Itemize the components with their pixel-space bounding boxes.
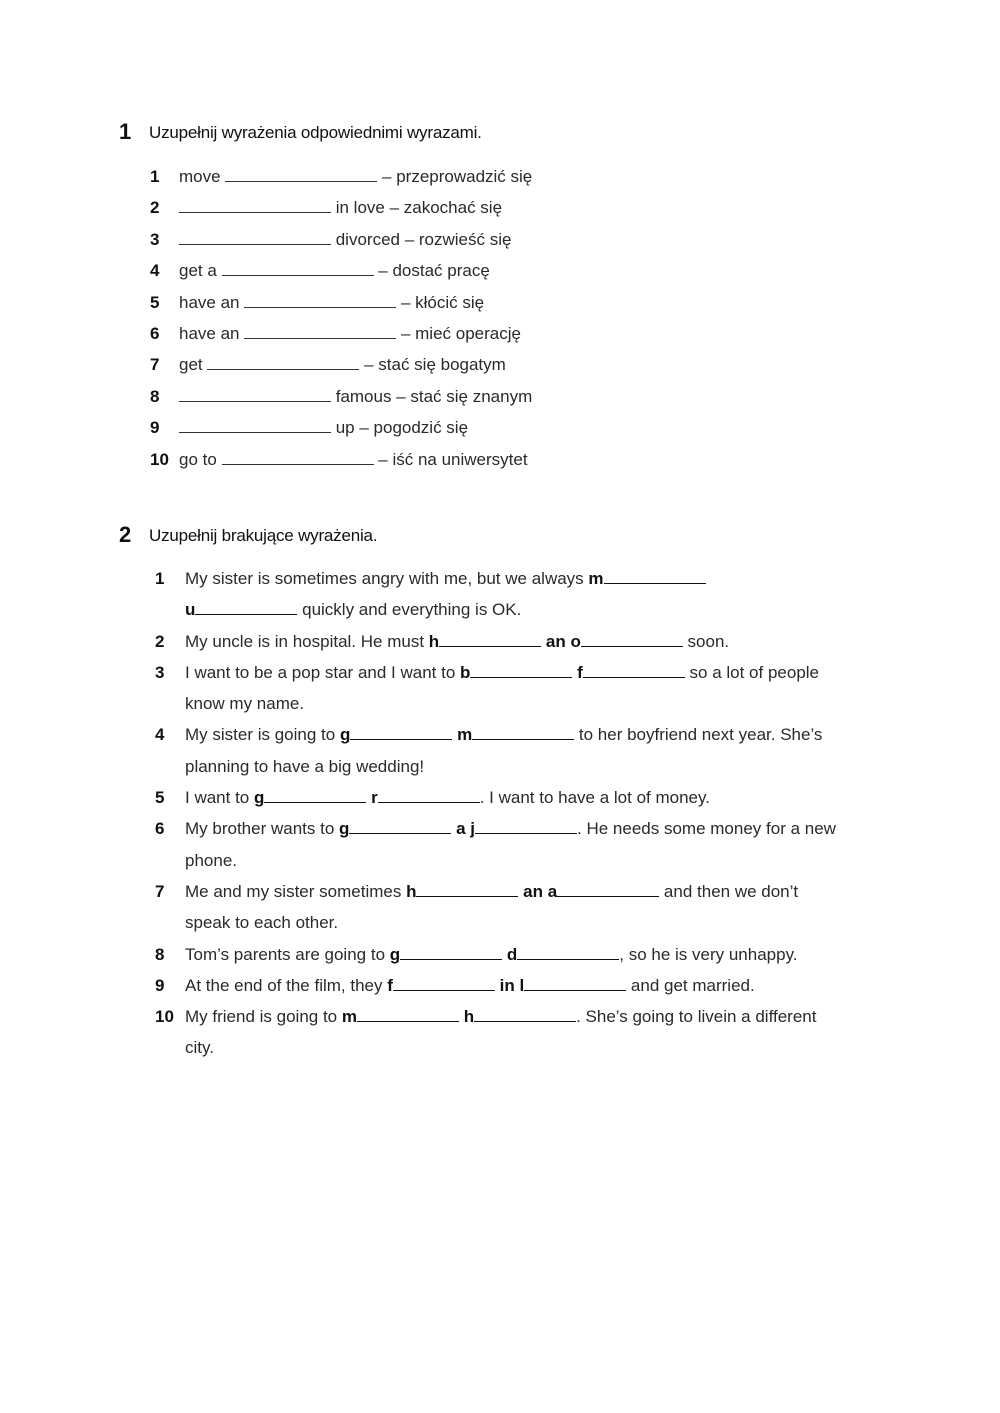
item-number: 5 <box>155 788 165 807</box>
item-number: 9 <box>150 418 160 437</box>
exercise-line <box>179 355 506 375</box>
text-after: – kłócić się <box>396 293 485 312</box>
text-after: – stać się bogatym <box>359 355 506 374</box>
letter-hint: f <box>387 976 393 995</box>
section-2-number: 2 <box>119 522 132 547</box>
exercise-line <box>185 882 798 902</box>
exercise-line <box>179 324 521 344</box>
answer-blank[interactable] <box>472 725 574 740</box>
exercise-line <box>179 450 528 470</box>
item-number: 4 <box>150 261 160 280</box>
text-after: in love – zakochać się <box>331 198 503 217</box>
exercise-line <box>179 261 490 281</box>
exercise-line <box>179 167 532 187</box>
answer-blank[interactable] <box>244 293 396 308</box>
sentence-text: city. <box>185 1038 214 1057</box>
answer-blank[interactable] <box>393 976 495 991</box>
sentence-text: planning to have a big wedding! <box>185 757 425 776</box>
item-number: 10 <box>155 1007 174 1026</box>
sentence-text: Me and my sister sometimes <box>185 882 407 901</box>
text-after: divorced – rozwieść się <box>331 230 512 249</box>
text-after: – iść na uniwersytet <box>373 450 528 469</box>
answer-blank[interactable] <box>524 976 626 991</box>
answer-blank[interactable] <box>179 198 331 213</box>
item-number: 3 <box>155 663 165 682</box>
text-before: have an <box>179 324 245 343</box>
answer-blank[interactable] <box>583 663 685 678</box>
exercise-line <box>185 976 755 996</box>
exercise-line <box>185 788 710 808</box>
exercise-line <box>185 663 819 683</box>
text-before: get a <box>179 261 222 280</box>
item-number: 7 <box>150 355 160 374</box>
text-before: have an <box>179 293 245 312</box>
item-number: 1 <box>155 569 165 588</box>
sentence-text: . I want to have a lot of money. <box>479 788 710 807</box>
letter-hint: h <box>428 632 440 651</box>
letter-hint: u <box>185 600 196 619</box>
item-number: 6 <box>155 819 165 838</box>
answer-blank[interactable] <box>264 788 366 803</box>
letter-hint: h <box>406 882 417 901</box>
section-2-instruction: Uzupełnij brakujące wyrażenia. <box>149 526 378 545</box>
section-1-instruction: Uzupełnij wyrażenia odpowiednimi wyrazami. <box>149 123 482 142</box>
item-number: 2 <box>155 632 165 651</box>
exercise-line <box>185 819 836 839</box>
answer-blank[interactable] <box>517 945 619 960</box>
text-after: famous – stać się znanym <box>331 387 533 406</box>
answer-blank[interactable] <box>179 230 331 245</box>
exercise-line <box>185 694 304 714</box>
item-number: 8 <box>155 945 165 964</box>
answer-blank[interactable] <box>225 167 377 182</box>
answer-blank[interactable] <box>416 882 518 897</box>
item-number: 5 <box>150 293 160 312</box>
sentence-text: so a lot of people <box>684 663 820 682</box>
letter-hint: g <box>389 945 401 964</box>
answer-blank[interactable] <box>179 418 331 433</box>
answer-blank[interactable] <box>179 387 331 402</box>
exercise-line <box>185 945 798 965</box>
answer-blank[interactable] <box>604 569 706 584</box>
item-number: 1 <box>150 167 160 186</box>
text-before: get <box>179 355 208 374</box>
letter-hint: in l <box>494 976 525 995</box>
item-number: 4 <box>155 725 165 744</box>
letter-hint: h <box>458 1007 475 1026</box>
answer-blank[interactable] <box>222 261 374 276</box>
letter-hint: g <box>339 725 351 744</box>
text-after: – dostać pracę <box>373 261 490 280</box>
sentence-text: Tom’s parents are going to <box>185 945 390 964</box>
item-number: 2 <box>150 198 160 217</box>
sentence-text: soon. <box>682 632 730 651</box>
letter-hint: m <box>588 569 604 588</box>
item-number: 6 <box>150 324 160 343</box>
letter-hint: m <box>452 725 473 744</box>
answer-blank[interactable] <box>475 819 577 834</box>
exercise-line <box>185 632 729 652</box>
exercise-line <box>185 600 521 620</box>
letter-hint: f <box>572 663 583 682</box>
letter-hint: g <box>339 819 350 838</box>
answer-blank[interactable] <box>350 725 452 740</box>
letter-hint: an o <box>541 632 581 651</box>
answer-blank[interactable] <box>581 632 683 647</box>
exercise-line <box>179 198 502 218</box>
exercise-line <box>179 418 468 438</box>
answer-blank[interactable] <box>207 355 359 370</box>
sentence-text: I want to be a pop star and I want to <box>185 663 461 682</box>
exercise-line <box>185 569 706 589</box>
letter-hint: r <box>366 788 378 807</box>
sentence-text: My friend is going to <box>185 1007 342 1026</box>
exercise-line <box>179 387 532 407</box>
letter-hint: a j <box>451 819 476 838</box>
text-after: – mieć operację <box>396 324 521 343</box>
sentence-text: My sister is sometimes angry with me, but we always <box>185 569 589 588</box>
letter-hint: m <box>341 1007 357 1026</box>
exercise-line <box>185 913 338 933</box>
answer-blank[interactable] <box>557 882 659 897</box>
answer-blank[interactable] <box>400 945 502 960</box>
sentence-text: , so he is very unhappy. <box>619 945 798 964</box>
answer-blank[interactable] <box>474 1007 576 1022</box>
item-number: 10 <box>150 450 169 469</box>
letter-hint: d <box>502 945 518 964</box>
exercise-line <box>185 1038 214 1058</box>
sentence-text: At the end of the film, they <box>185 976 388 995</box>
answer-blank[interactable] <box>357 1007 459 1022</box>
sentence-text: speak to each other. <box>185 913 339 932</box>
exercise-line <box>179 230 511 250</box>
text-before: move <box>179 167 226 186</box>
exercise-line <box>185 725 822 745</box>
answer-blank[interactable] <box>222 450 374 465</box>
sentence-text: I want to <box>185 788 254 807</box>
sentence-text: . She’s going to livein a different <box>576 1007 817 1026</box>
answer-blank[interactable] <box>378 788 480 803</box>
exercise-line <box>185 851 237 871</box>
sentence-text: to her boyfriend next year. She’s <box>574 725 823 744</box>
sentence-text: and then we don’t <box>659 882 799 901</box>
exercise-line <box>185 757 424 777</box>
answer-blank[interactable] <box>244 324 396 339</box>
text-before: go to <box>179 450 222 469</box>
sentence-text: quickly and everything is OK. <box>297 600 522 619</box>
sentence-text: know my name. <box>185 694 305 713</box>
sentence-text: . He needs some money for a new <box>577 819 836 838</box>
text-after: – przeprowadzić się <box>377 167 533 186</box>
sentence-text: and get married. <box>626 976 755 995</box>
letter-hint: b <box>460 663 471 682</box>
answer-blank[interactable] <box>349 819 451 834</box>
answer-blank[interactable] <box>470 663 572 678</box>
exercise-line <box>185 1007 816 1027</box>
sentence-text: My sister is going to <box>185 725 340 744</box>
text-after: up – pogodzić się <box>331 418 469 437</box>
item-number: 3 <box>150 230 160 249</box>
item-number: 9 <box>155 976 165 995</box>
exercise-line <box>179 293 484 313</box>
sentence-text: My brother wants to <box>185 819 340 838</box>
letter-hint: g <box>253 788 265 807</box>
section-1-number: 1 <box>119 119 132 144</box>
item-number: 8 <box>150 387 160 406</box>
answer-blank[interactable] <box>195 600 297 615</box>
sentence-text: phone. <box>185 851 237 870</box>
sentence-text: My uncle is in hospital. He must <box>185 632 429 651</box>
item-number: 7 <box>155 882 165 901</box>
letter-hint: an a <box>518 882 558 901</box>
answer-blank[interactable] <box>439 632 541 647</box>
